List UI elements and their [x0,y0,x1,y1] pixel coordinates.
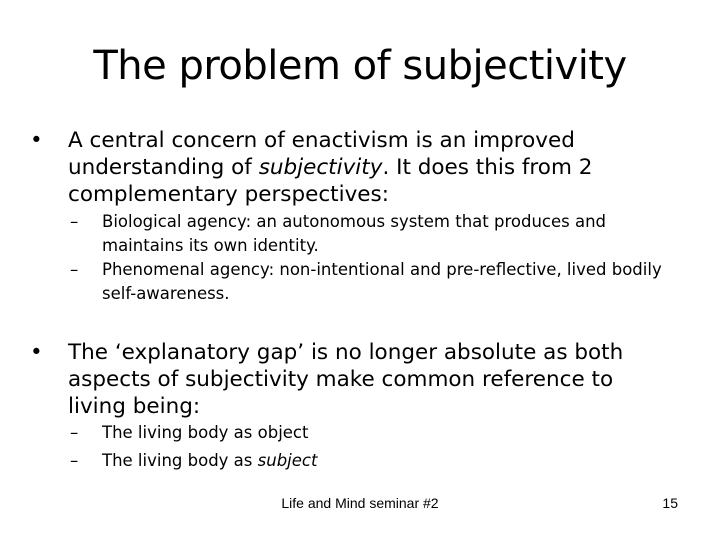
footer-caption: Life and Mind seminar #2 [281,495,439,511]
bullet-text: The ‘explanatory gap’ is no longer absolute as both aspects of subjectivity make common reference to living being: [68,340,624,419]
slide-footer [0,495,720,515]
bullet-emphasis: subjectivity [258,155,383,180]
sub-item-phenomenal-agency [70,258,690,306]
sub-item-text: Biological agency: an autonomous system that produces and maintains its own identity. [102,212,607,255]
sub-item-text: The living body as object [102,423,309,442]
bullet-marker: • [30,340,43,365]
slide-title: The problem of subjectivity [93,43,627,89]
sub-bullet-marker: – [70,423,79,442]
sub-item-body-as-subject [70,449,690,473]
bullet-item-2 [30,339,670,420]
sub-bullet-marker: – [70,451,79,470]
bullet-item-1 [30,127,670,208]
sub-item-text: Phenomenal agency: non-intentional and pre-reflective, lived bodily self-awareness. [102,260,662,303]
bullet-text-start: A central concern of enactivism is an improved understanding of [68,128,575,180]
sub-item-text [102,449,690,473]
sub-item-biological-agency [70,210,690,258]
bullet-text-end: . It does this from 2 complementary perspectives: [68,155,593,207]
bullet-text [68,127,670,208]
sub-item-body-as-object [70,421,690,445]
sub-item-emphasis: subject [257,451,318,470]
slide-number: 15 [662,495,678,511]
sub-bullet-marker: – [70,212,79,231]
sub-item-text-start: The living body as [102,451,258,470]
bullet-marker: • [30,128,43,153]
sub-bullet-marker: – [70,260,79,279]
